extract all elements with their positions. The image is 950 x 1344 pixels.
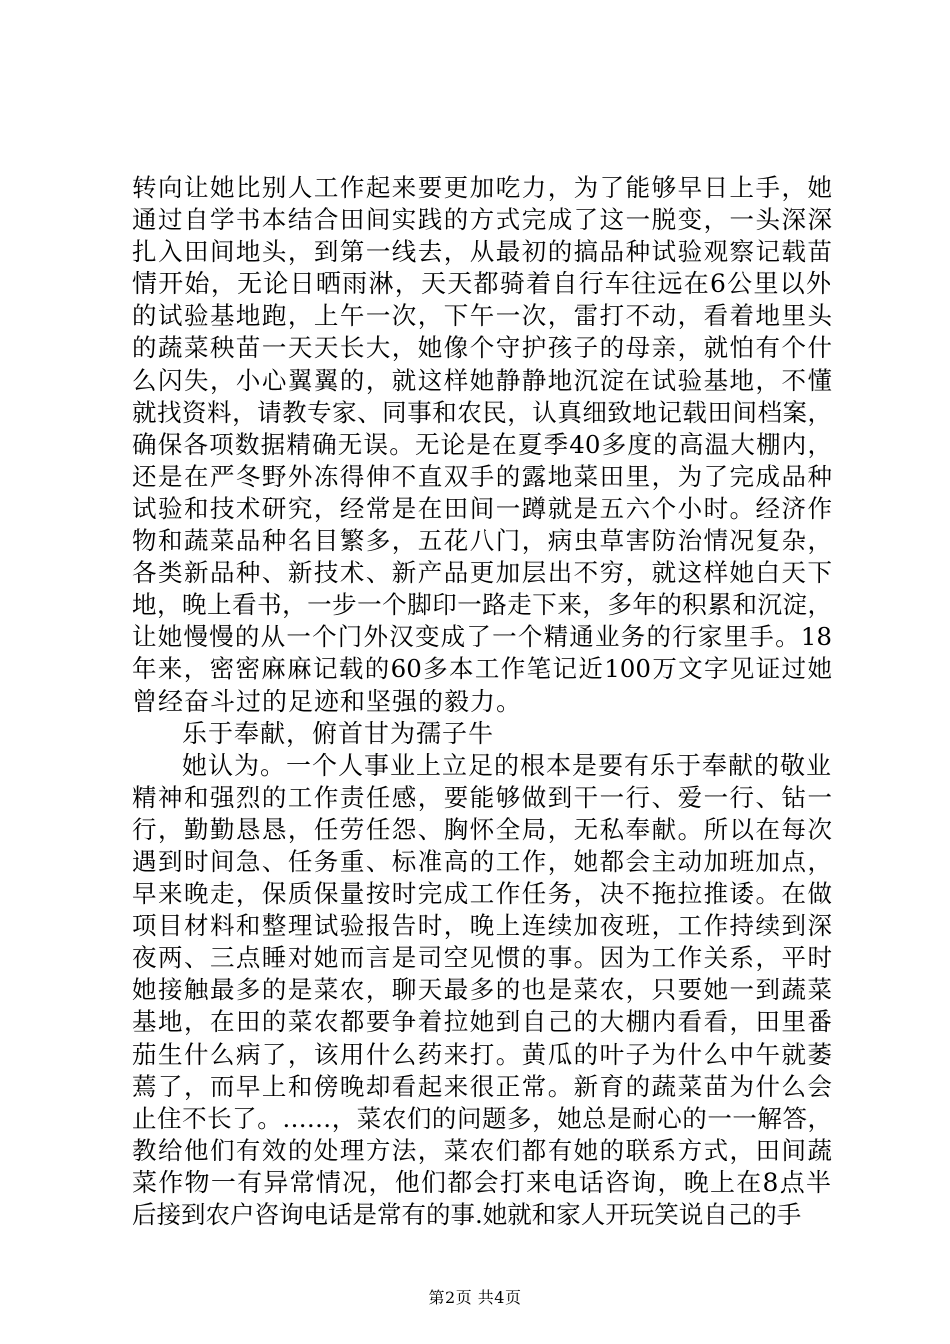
text-line: 让她慢慢的从一个门外汉变成了一个精通业务的行家里手。18 xyxy=(132,622,832,652)
text-line: 就找资料，请教专家、同事和农民，认真细致地记载田间档案， xyxy=(132,397,832,427)
text-line: 地，晚上看书，一步一个脚印一路走下来，多年的积累和沉淀， xyxy=(132,590,832,620)
text-line: 曾经奋斗过的足迹和坚强的毅力。 xyxy=(132,686,523,716)
text-line: 精神和强烈的工作责任感，要能够做到干一行、爱一行、钻一 xyxy=(132,782,832,812)
text-line: 蔫了，而早上和傍晚却看起来很正常。新育的蔬菜苗为什么会 xyxy=(132,1071,832,1101)
text-line: 教给他们有效的处理方法，菜农们都有她的联系方式，田间蔬 xyxy=(132,1135,832,1165)
text-line: 遇到时间急、任务重、标准高的工作，她都会主动加班加点， xyxy=(132,846,832,876)
text-line: 还是在严冬野外冻得伸不直双手的露地菜田里，为了完成品种 xyxy=(132,461,832,491)
section-heading: 乐于奉献，俯首甘为孺子牛 xyxy=(182,718,495,748)
text-line: 早来晚走，保质保量按时完成工作任务，决不拖拉推诿。在做 xyxy=(132,879,832,909)
body-text xyxy=(132,172,832,1231)
text-line: 通过自学书本结合田间实践的方式完成了这一脱变，一头深深 xyxy=(132,205,832,235)
text-line: 转向让她比别人工作起来要更加吃力，为了能够早日上手，她 xyxy=(132,173,832,202)
text-line: 的蔬菜秧苗一天天长大，她像个守护孩子的母亲，就怕有个什 xyxy=(132,333,832,363)
text-line: 物和蔬菜品种名目繁多，五花八门，病虫草害防治情况复杂， xyxy=(132,526,832,556)
page-footer: 第2页 共4页 xyxy=(428,1288,522,1307)
text-line: 的试验基地跑，上午一次，下午一次，雷打不动，看着地里头 xyxy=(132,301,832,331)
text-line: 茄生什么病了，该用什么药来打。黄瓜的叶子为什么中午就萎 xyxy=(132,1039,832,1069)
text-line: 她认为。一个人事业上立足的根本是要有乐于奉献的敬业 xyxy=(182,750,832,780)
text-line: 试验和技术研究，经常是在田间一蹲就是五六个小时。经济作 xyxy=(132,493,832,523)
text-line: 情开始，无论日晒雨淋，天天都骑着自行车往远在6公里以外 xyxy=(132,269,832,299)
text-line: 夜两、三点睡对她而言是司空见惯的事。因为工作关系，平时 xyxy=(132,943,832,973)
text-line: 基地，在田的菜农都要争着拉她到自己的大棚内看看，田里番 xyxy=(132,1007,832,1037)
text-line: 她接触最多的是菜农，聊天最多的也是菜农，只要她一到蔬菜 xyxy=(132,975,832,1005)
text-line: 后接到农户咨询电话是常有的事.她就和家人开玩笑说自己的手 xyxy=(132,1200,802,1229)
text-line: 年来，密密麻麻记载的60多本工作笔记近100万文字见证过她 xyxy=(132,654,832,684)
paragraph-1 xyxy=(132,172,832,718)
text-line: 扎入田间地头，到第一线去，从最初的搞品种试验观察记载苗 xyxy=(132,237,832,267)
text-line: 菜作物一有异常情况，他们都会打来电话咨询，晚上在8点半 xyxy=(132,1167,832,1197)
text-line: 确保各项数据精确无误。无论是在夏季40多度的高温大棚内， xyxy=(132,429,832,459)
paragraph-2 xyxy=(132,750,832,1231)
text-line: 止住不长了。……，菜农们的问题多，她总是耐心的一一解答， xyxy=(132,1103,832,1133)
text-line: 么闪失，小心翼翼的，就这样她静静地沉淀在试验基地，不懂 xyxy=(132,365,832,395)
text-line: 行，勤勤恳恳，任劳任怨、胸怀全局，无私奉献。所以在每次 xyxy=(132,814,832,844)
text-line: 各类新品种、新技术、新产品更加层出不穷，就这样她白天下 xyxy=(132,558,832,588)
text-line: 项目材料和整理试验报告时，晚上连续加夜班，工作持续到深 xyxy=(132,911,832,941)
